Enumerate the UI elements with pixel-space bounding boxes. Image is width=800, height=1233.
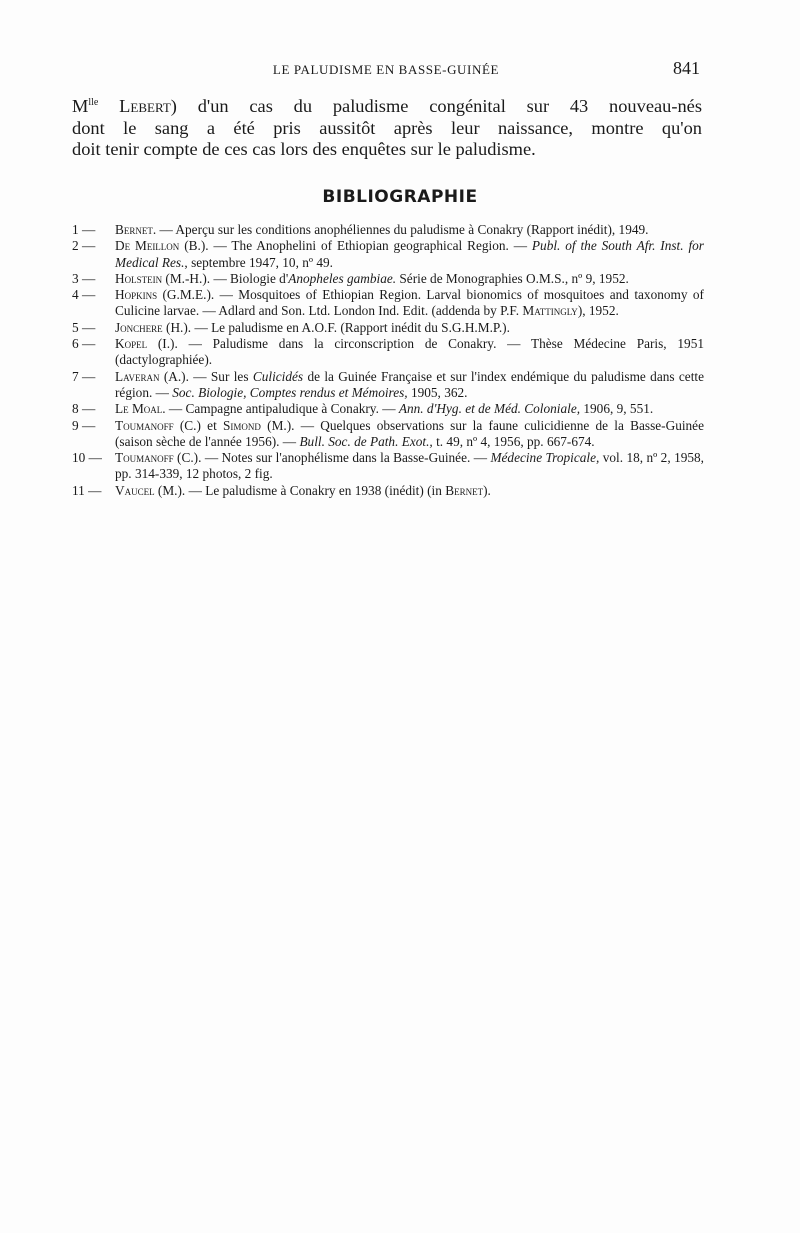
bib-text: (M.-H.). — Biologie d' (162, 270, 289, 286)
mlle-superscript: lle (88, 96, 99, 108)
bib-text: ), 1952. (577, 303, 619, 319)
intro-paragraph (72, 96, 702, 161)
bib-entry-10 (72, 450, 704, 483)
bib-entry-number: 2 — (72, 238, 96, 254)
bib-journal: Médecine Tropicale, (490, 450, 600, 466)
bib-entry-number: 11 — (72, 482, 102, 498)
bib-journal: Ann. d'Hyg. et de Méd. Coloniale, (398, 401, 581, 417)
bib-author: Le Moal. (115, 401, 166, 417)
bib-text: (G.M.E.). — Mosquitoes of Ethiopian Region. Larval bionomics of mosquitoes and taxonomy of Culicine larvae. — Adlard and Son. Ltd. London Ind. Edit. (addenda by P.F. (115, 287, 704, 319)
bib-journal: Soc. Biologie, Comptes rendus et Mémoires, (172, 384, 408, 400)
bib-author: Hopkins (115, 287, 158, 303)
bib-text: (M.). — Le paludisme à Conakry en 1938 (inédit) (in (154, 482, 446, 498)
bib-entry-6 (72, 336, 704, 369)
bib-text: (B.). — The Anophelini of Ethiopian geographical Region. — (179, 238, 532, 254)
bib-entry-11 (72, 483, 704, 499)
bib-text: , septembre 1947, 10, nº 49. (184, 254, 333, 270)
bib-text: t. 49, nº 4, 1956, pp. 667-674. (432, 433, 595, 449)
bib-text: (C.) et (173, 417, 224, 433)
bib-journal: Bull. Soc. de Path. Exot., (299, 433, 433, 449)
intro-author: Lebert (119, 96, 171, 116)
bib-text: — Campagne antipaludique à Conakry. — (165, 401, 399, 417)
bib-author: Kopel (115, 336, 148, 352)
bib-entry-4 (72, 287, 704, 320)
bib-entry-number: 7 — (72, 368, 96, 384)
bib-species: Anopheles gambiae. (288, 270, 397, 286)
bib-entry-number: 4 — (72, 287, 96, 303)
bib-text: Série de Monographies O.M.S., nº 9, 1952. (396, 270, 629, 286)
bib-text: 1906, 9, 551. (580, 401, 654, 417)
bib-text: — Aperçu sur les conditions anophéliennes du paludisme à Conakry (Rapport inédit), 1949. (156, 222, 649, 237)
bib-journal: Publ. of the South Afr. Inst. for Medical Res. (115, 238, 704, 270)
intro-line-1 (72, 96, 702, 118)
bib-entry-number: 3 — (72, 270, 96, 286)
bib-entry-number: 5 — (72, 319, 96, 335)
bib-entry-number: 6 — (72, 336, 96, 352)
bib-entry-7 (72, 369, 704, 402)
bib-entry-5 (72, 320, 704, 336)
running-header (72, 58, 700, 82)
bib-author: Vaucel (115, 482, 155, 498)
bib-entry-9 (72, 418, 704, 451)
bib-entry-1 (72, 222, 704, 238)
bib-text: 1905, 362. (407, 384, 468, 400)
bib-author: Bernet (445, 482, 484, 498)
bib-text: vol. 18, nº 2, 1958, pp. 314-339, 12 photos, 2 fig. (115, 450, 704, 482)
bibliography-heading: BIBLIOGRAPHIE (322, 187, 478, 207)
bib-text: ). (483, 482, 491, 498)
bib-author: Mattingly (522, 303, 578, 319)
bib-author: Simond (223, 417, 261, 433)
bib-entry-3 (72, 271, 704, 287)
bib-entry-number: 9 — (72, 417, 96, 433)
bib-term: Culicidés (252, 368, 304, 384)
bib-entry-8 (72, 401, 704, 417)
bib-entry-number: 8 — (72, 401, 96, 417)
bib-entry-number: 1 — (72, 222, 96, 237)
bib-author: Jonchere (115, 319, 163, 335)
bib-entry-number: 10 — (72, 450, 102, 466)
mlle-prefix: M (72, 96, 89, 116)
bib-text: (A.). — Sur les (159, 368, 253, 384)
running-title: LE PALUDISME EN BASSE-GUINÉE (272, 62, 500, 77)
intro-line-2: dont le sang a été pris aussitôt après leur naissance, montre qu'on (72, 117, 702, 138)
bib-entry-2 (72, 238, 704, 271)
bib-author: Toumanoff (115, 450, 174, 466)
bib-author: Holstein (115, 270, 163, 286)
intro-line-1-text: ) d'un cas du paludisme congénital sur 43 nouveau-nés (170, 96, 702, 116)
bib-author: De Meillon (115, 238, 180, 254)
bib-text: de la Guinée Française et sur l'index endémique du paludisme dans cette région. — (115, 368, 704, 400)
bib-author: Bernet. (115, 222, 157, 237)
page-number: 841 (673, 58, 700, 78)
bib-author: Toumanoff (115, 417, 174, 433)
bib-text: (I.). — Paludisme dans la circonscription de Conakry. — Thèse Médecine Paris, 1951 (dactylographiée). (115, 336, 704, 368)
bib-text: (H.). — Le paludisme en A.O.F. (Rapport inédit du S.G.H.M.P.). (162, 319, 510, 335)
bib-text: (M.). — Quelques observations sur la faune culicidienne de la Basse-Guinée (saison sèche de l'année 1956). — (115, 417, 704, 449)
intro-line-3: doit tenir compte de ces cas lors des enquêtes sur le paludisme. (72, 139, 536, 159)
bibliography-list (72, 222, 704, 499)
bib-text: (C.). — Notes sur l'anophélisme dans la Basse-Guinée. — (173, 450, 491, 466)
bib-author: Laveran (115, 368, 160, 384)
